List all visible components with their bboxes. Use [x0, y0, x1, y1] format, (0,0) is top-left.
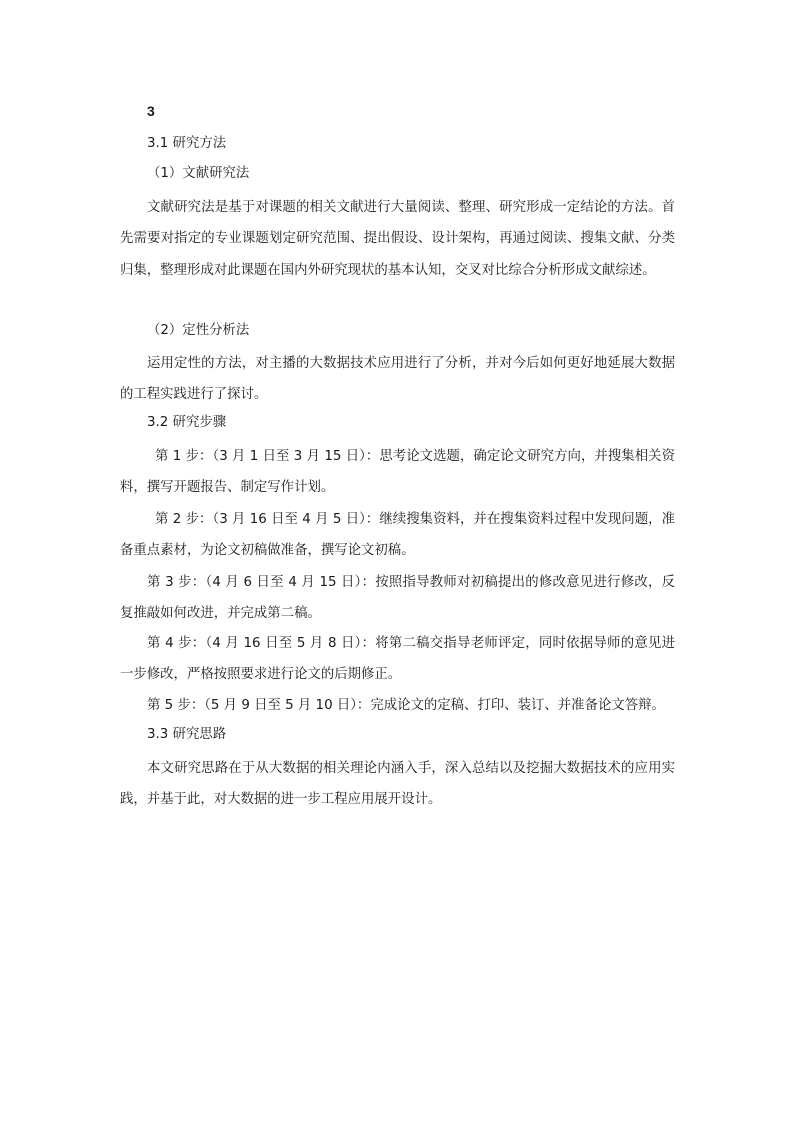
- paragraph-research-approach: 本文研究思路在于从大数据的相关理论内涵入手，深入总结以及挖掘大数据技术的应用实践，并基于此，对大数据的进一步工程应用展开设计。: [120, 761, 675, 808]
- step-4: 第 4 步：（4 月 16 日至 5 月 8 日）：将第二稿交指导老师评定，同时依据导师的意见进一步修改，严格按照要求进行论文的后期修正。: [120, 636, 675, 683]
- heading-3-1: 3.1 研究方法: [147, 136, 227, 151]
- step-3: 第 3 步：（4 月 6 日至 4 月 15 日）：按照指导教师对初稿提出的修改意见进行修改，反复推敲如何改进，并完成第二稿。: [120, 575, 675, 622]
- paragraph-literature-method: 文献研究法是基于对课题的相关文献进行大量阅读、整理、研究形成一定结论的方法。首先需要对指定的专业课题划定研究范围、提出假设、设计架构，再通过阅读、搜集文献、分类归集，整理形成对此课题在国内外研究现状的基本认知，交叉对比综合分析形成文献综述。: [120, 200, 675, 278]
- step-5: 第 5 步：（5 月 9 日至 5 月 10 日）：完成论文的定稿、打印、装订、并准备论文答辩。: [147, 698, 665, 713]
- section-number: 3: [147, 103, 155, 119]
- step-1: 第 1 步：（3 月 1 日至 3 月 15 日）：思考论文选题，确定论文研究方向，并搜集相关资料，撰写开题报告、制定写作计划。: [120, 449, 675, 496]
- paragraph-qualitative-method: 运用定性的方法，对主播的大数据技术应用进行了分析，并对今后如何更好地延展大数据的工程实践进行了探讨。: [120, 356, 675, 403]
- heading-3-2: 3.2 研究步骤: [147, 415, 227, 430]
- subheading-literature-method: （1）文献研究法: [147, 166, 250, 181]
- subheading-qualitative-method: （2）定性分析法: [147, 323, 250, 338]
- step-2: 第 2 步：（3 月 16 日至 4 月 5 日）：继续搜集资料，并在搜集资料过程中发现问题，准备重点素材，为论文初稿做准备，撰写论文初稿。: [120, 512, 675, 559]
- heading-3-3: 3.3 研究思路: [147, 727, 227, 742]
